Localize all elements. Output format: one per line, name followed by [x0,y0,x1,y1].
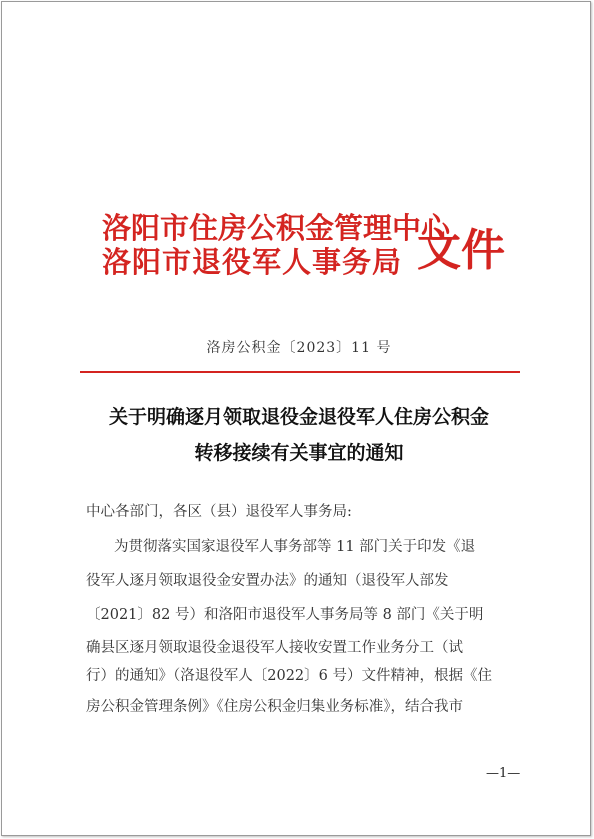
salutation: 中心各部门，各区（县）退役军人事务局: [86,504,352,520]
body-paragraph-line: 〔2021〕82 号）和洛阳市退役军人事务局等 8 部门《关于明 [86,607,484,623]
issuer-line-2: 洛阳市退役军人事务局 [102,245,403,279]
document-page [1,1,591,836]
body-paragraph-line: 为贯彻落实国家退役军人事务部等 11 部门关于印发《退 [114,539,476,555]
document-title-line-1: 关于明确逐月领取退役金退役军人住房公积金 [108,406,489,428]
document-number: 洛房公积金〔2023〕11 号 [206,340,392,356]
document-title-line-2: 转移接续有关事宜的通知 [194,442,404,464]
page-number: —1— [486,766,521,781]
body-paragraph-line: 房公积金管理条例》《住房公积金归集业务标准》，结合我市 [86,699,463,715]
body-paragraph-line: 行）的通知》（洛退役军人〔2022〕6 号）文件精神，根据《住 [86,668,492,684]
document-type-label: 文件 [417,225,505,276]
body-paragraph-line: 确县区逐月领取退役金退役军人接收安置工作业务分工（试 [86,640,463,656]
issuer-line-1: 洛阳市住房公积金管理中心 [102,211,451,245]
red-divider-line [80,371,520,373]
document-header [102,210,522,290]
body-paragraph-line: 役军人逐月领取退役金安置办法》的通知（退役军人部发 [86,573,449,589]
